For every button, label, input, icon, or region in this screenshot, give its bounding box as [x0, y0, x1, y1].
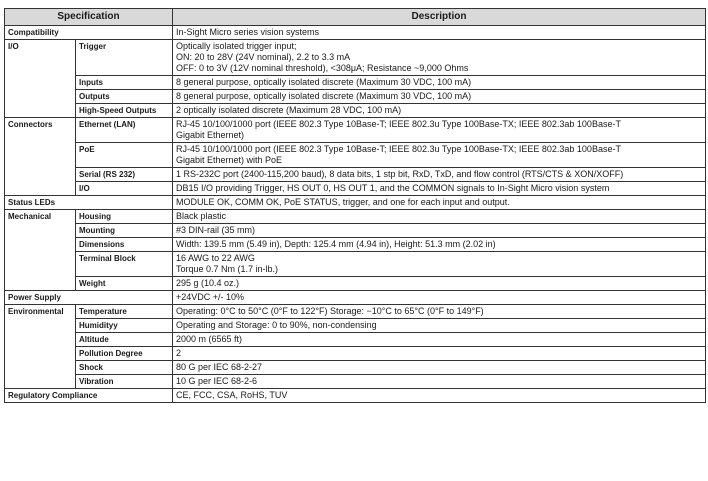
table-row [5, 210, 706, 224]
category-mechanical: Mechanical [5, 210, 76, 291]
sub-housing: Housing [76, 210, 173, 224]
table-row [5, 252, 706, 277]
desc-trigger-line3: OFF: 0 to 3V (12V nominal threshold), <308μA; Resistance ~9,000 Ohms [176, 63, 469, 73]
desc-humidity: Operating and Storage: 0 to 90%, non-condensing [173, 319, 706, 333]
desc-temperature: Operating: 0°C to 50°C (0°F to 122°F) Storage: −10°C to 65°C (0°F to 149°F) [173, 305, 706, 319]
table-row [5, 333, 706, 347]
table-row [5, 143, 706, 168]
table-row [5, 196, 706, 210]
sub-temperature: Temperature [76, 305, 173, 319]
desc-housing: Black plastic [173, 210, 706, 224]
sub-connector-io: I/O [76, 182, 173, 196]
table-row [5, 26, 706, 40]
sub-high-speed-outputs: High-Speed Outputs [76, 104, 173, 118]
desc-terminal-block [173, 252, 706, 277]
category-environmental: Environmental [5, 305, 76, 389]
desc-altitude: 2000 m (6565 ft) [173, 333, 706, 347]
desc-high-speed-outputs: 2 optically isolated discrete (Maximum 28 VDC, 100 mA) [173, 104, 706, 118]
sub-mounting: Mounting [76, 224, 173, 238]
desc-ethernet [173, 118, 706, 143]
sub-weight: Weight [76, 277, 173, 291]
table-row [5, 389, 706, 403]
table-row [5, 319, 706, 333]
desc-trigger [173, 40, 706, 76]
table-row [5, 347, 706, 361]
sub-humidity: Humidityy [76, 319, 173, 333]
desc-status-leds: MODULE OK, COMM OK, PoE STATUS, trigger, and one for each input and output. [173, 196, 706, 210]
desc-ethernet-line2: Gigabit Ethernet) [176, 130, 245, 140]
desc-shock: 80 G per IEC 68-2-27 [173, 361, 706, 375]
category-power-supply: Power Supply [5, 291, 173, 305]
desc-vibration: 10 G per IEC 68-2-6 [173, 375, 706, 389]
desc-serial: 1 RS-232C port (2400-115,200 baud), 8 data bits, 1 stp bit, RxD, TxD, and flow control (RTS/CTS & XON/XOFF) [173, 168, 706, 182]
desc-outputs: 8 general purpose, optically isolated discrete (Maximum 30 VDC, 100 mA) [173, 90, 706, 104]
category-status-leds: Status LEDs [5, 196, 173, 210]
sub-shock: Shock [76, 361, 173, 375]
sub-serial: Serial (RS 232) [76, 168, 173, 182]
sub-ethernet: Ethernet (LAN) [76, 118, 173, 143]
desc-dimensions: Width: 139.5 mm (5.49 in), Depth: 125.4 mm (4.94 in), Height: 51.3 mm (2.02 in) [173, 238, 706, 252]
table-row [5, 40, 706, 76]
table-row [5, 182, 706, 196]
category-io: I/O [5, 40, 76, 118]
sub-trigger: Trigger [76, 40, 173, 76]
desc-terminal-block-line2: Torque 0.7 Nm (1.7 in-lb.) [176, 264, 279, 274]
desc-power-supply: +24VDC +/- 10% [173, 291, 706, 305]
desc-inputs: 8 general purpose, optically isolated discrete (Maximum 30 VDC, 100 mA) [173, 76, 706, 90]
sub-vibration: Vibration [76, 375, 173, 389]
desc-trigger-line1: Optically isolated trigger input; [176, 41, 297, 51]
table-row [5, 118, 706, 143]
table-row [5, 291, 706, 305]
header-description: Description [173, 9, 706, 26]
desc-connector-io: DB15 I/O providing Trigger, HS OUT 0, HS OUT 1, and the COMMON signals to In-Sight Micro vision system [173, 182, 706, 196]
category-compatibility: Compatibility [5, 26, 173, 40]
table-row [5, 375, 706, 389]
sub-pollution-degree: Pollution Degree [76, 347, 173, 361]
desc-poe [173, 143, 706, 168]
sub-poe: PoE [76, 143, 173, 168]
header-row [5, 9, 706, 26]
desc-trigger-line2: ON: 20 to 28V (24V nominal), 2.2 to 3.3 mA [176, 52, 351, 62]
table-row [5, 238, 706, 252]
sub-dimensions: Dimensions [76, 238, 173, 252]
sub-inputs: Inputs [76, 76, 173, 90]
header-specification: Specification [5, 9, 173, 26]
desc-ethernet-line1: RJ-45 10/100/1000 port (IEEE 802.3 Type 10Base-T; IEEE 802.3u Type 100Base-TX; IEEE 802.3ab 100Base-T [176, 119, 621, 129]
desc-compatibility: In-Sight Micro series vision systems [173, 26, 706, 40]
spec-table-container [4, 8, 705, 403]
table-row [5, 361, 706, 375]
sub-altitude: Altitude [76, 333, 173, 347]
sub-outputs: Outputs [76, 90, 173, 104]
desc-mounting: #3 DIN-rail (35 mm) [173, 224, 706, 238]
table-row [5, 168, 706, 182]
table-row [5, 305, 706, 319]
table-row [5, 76, 706, 90]
desc-poe-line2: Gigabit Ethernet) with PoE [176, 155, 283, 165]
desc-pollution-degree: 2 [173, 347, 706, 361]
category-regulatory-compliance: Regulatory Compliance [5, 389, 173, 403]
table-row [5, 224, 706, 238]
desc-regulatory-compliance: CE, FCC, CSA, RoHS, TUV [173, 389, 706, 403]
specification-table [4, 8, 706, 403]
category-connectors: Connectors [5, 118, 76, 196]
sub-terminal-block: Terminal Block [76, 252, 173, 277]
desc-weight: 295 g (10.4 oz.) [173, 277, 706, 291]
table-row [5, 90, 706, 104]
table-row [5, 277, 706, 291]
desc-terminal-block-line1: 16 AWG to 22 AWG [176, 253, 255, 263]
desc-poe-line1: RJ-45 10/100/1000 port (IEEE 802.3 Type 10Base-T; IEEE 802.3u Type 100Base-TX; IEEE 802.3ab 100Base-T [176, 144, 621, 154]
table-row [5, 104, 706, 118]
